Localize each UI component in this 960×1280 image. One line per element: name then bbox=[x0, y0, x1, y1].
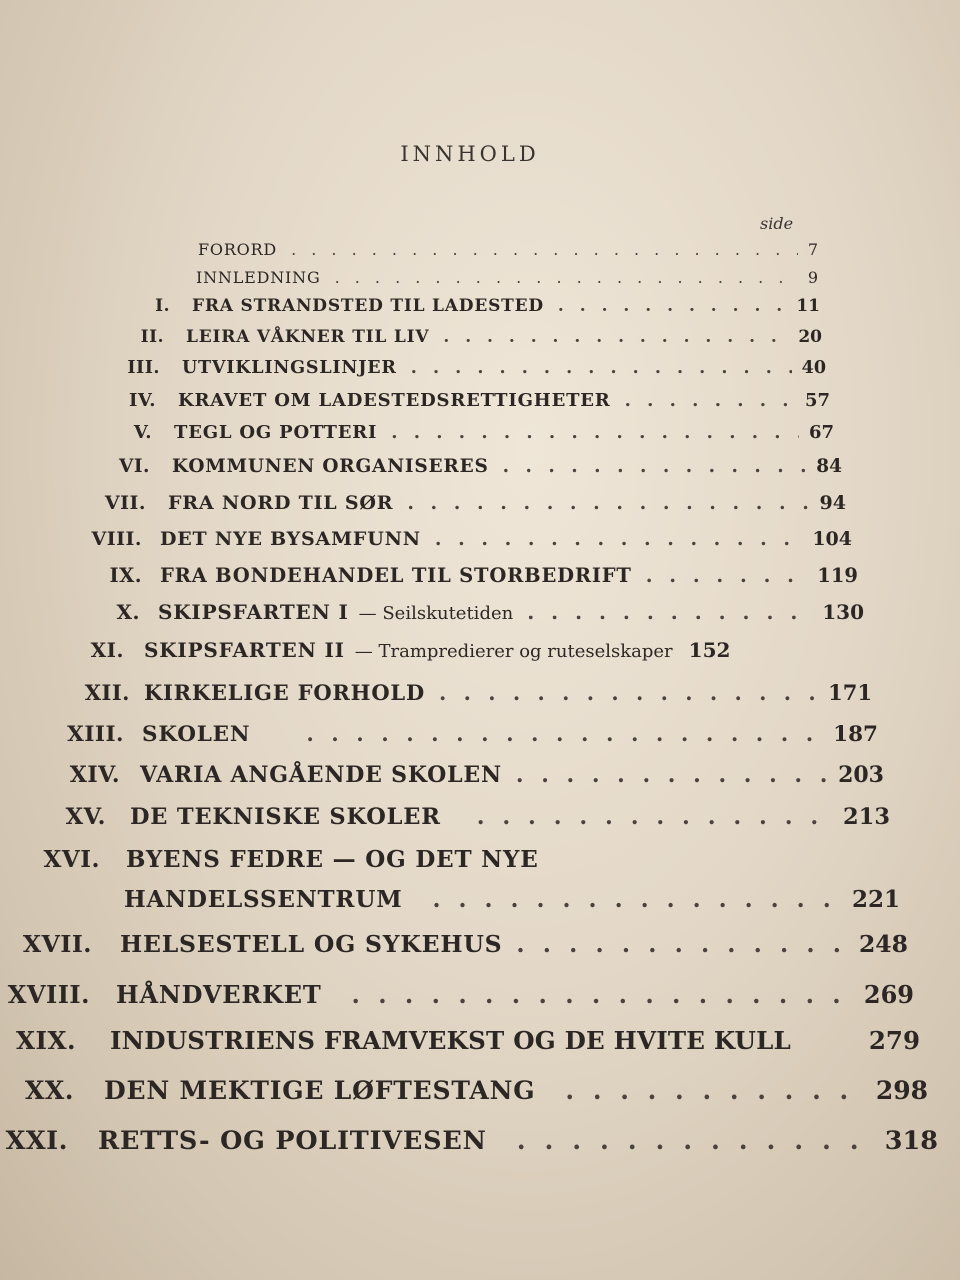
toc-leader-dots bbox=[432, 886, 842, 913]
toc-entry-number: X. bbox=[116, 600, 140, 624]
toc-entry-number: XIV. bbox=[69, 762, 120, 788]
toc-entry-chapter-19 bbox=[14, 1026, 920, 1055]
toc-leader-dots bbox=[411, 358, 792, 378]
toc-entry-title: LEIRA VÅKNER TIL LIV bbox=[186, 327, 430, 347]
toc-leader-dots bbox=[517, 1126, 875, 1156]
toc-entry-title: KRAVET OM LADESTEDSRETTIGHETER bbox=[178, 390, 611, 411]
toc-entry-chapter-5 bbox=[92, 422, 834, 443]
toc-leader-dots bbox=[527, 600, 812, 624]
toc-entry-chapter-4 bbox=[96, 390, 830, 411]
toc-entry-page: 104 bbox=[812, 528, 852, 550]
toc-entry-number: XIII. bbox=[67, 722, 124, 747]
toc-entry-page: 20 bbox=[798, 327, 822, 347]
toc-leader-dots bbox=[306, 722, 823, 747]
toc-entry-title: INDUSTRIENS FRAMVEKST OG DE HVITE KULL bbox=[110, 1026, 791, 1055]
toc-leader-dots bbox=[443, 327, 788, 347]
toc-entry-page: 7 bbox=[807, 240, 818, 259]
toc-entry-number: V. bbox=[133, 422, 152, 443]
toc-entry-page: 269 bbox=[863, 980, 914, 1009]
toc-entry-page: 84 bbox=[816, 456, 842, 477]
toc-entry-number: XI. bbox=[90, 638, 124, 662]
toc-entry-title: SKIPSFARTEN II bbox=[144, 638, 345, 662]
toc-entry-title: HELSESTELL OG SYKEHUS bbox=[120, 930, 503, 958]
toc-entry-page: 130 bbox=[822, 600, 864, 624]
toc-entry-title: FRA NORD TIL SØR bbox=[168, 492, 394, 514]
toc-entry-chapter-20 bbox=[16, 1076, 928, 1105]
toc-entry-number: XVIII. bbox=[7, 980, 90, 1009]
toc-entry-title: KIRKELIGE FORHOLD bbox=[144, 680, 425, 705]
toc-entry-introduction bbox=[148, 268, 818, 287]
toc-leader-dots bbox=[558, 296, 786, 316]
toc-entry-title: RETTS- OG POLITIVESEN bbox=[98, 1126, 487, 1156]
toc-entry-chapter-11 bbox=[68, 638, 870, 662]
toc-entry-title: BYENS FEDRE — OG DET NYE bbox=[126, 846, 539, 873]
toc-entry-page: 9 bbox=[807, 268, 818, 287]
toc-entry-title: DET NYE BYSAMFUNN bbox=[160, 528, 421, 550]
toc-entry-number: III. bbox=[127, 358, 160, 378]
toc-entry-number: IX. bbox=[109, 564, 142, 587]
toc-entry-page: 152 bbox=[688, 638, 731, 662]
toc-entry-chapter-13 bbox=[44, 722, 878, 747]
toc-leader-dots bbox=[435, 528, 802, 550]
toc-leader-dots bbox=[391, 422, 799, 443]
toc-entry-title: DE TEKNISKE SKOLER bbox=[130, 804, 441, 830]
toc-entry-page: 67 bbox=[808, 422, 834, 443]
toc-entry-title: INNLEDNING bbox=[196, 268, 321, 287]
toc-entry-chapter-12 bbox=[58, 680, 872, 705]
toc-entry-title: FRA BONDEHANDEL TIL STORBEDRIFT bbox=[160, 564, 632, 587]
toc-entry-title: FORORD bbox=[198, 240, 278, 259]
toc-entry-subtitle: — Seilskutetiden bbox=[358, 603, 514, 624]
toc-entry-title: DEN MEKTIGE LØFTESTANG bbox=[104, 1076, 536, 1105]
toc-entry-chapter-9 bbox=[70, 564, 858, 587]
toc-entry-chapter-16 bbox=[36, 846, 596, 873]
toc-entry-number: XIX. bbox=[15, 1026, 76, 1055]
toc-entry-chapter-6 bbox=[86, 456, 842, 477]
toc-leader-dots bbox=[516, 762, 828, 788]
toc-entry-title: SKOLEN bbox=[142, 722, 251, 747]
toc-entry-title: KOMMUNEN ORGANISERES bbox=[172, 456, 489, 477]
toc-entry-number: XV. bbox=[65, 804, 106, 830]
toc-entry-page: 11 bbox=[796, 296, 820, 316]
page-heading: INNHOLD bbox=[400, 142, 540, 166]
toc-entry-number: IV. bbox=[128, 390, 156, 411]
toc-entry-page: 213 bbox=[843, 804, 890, 830]
toc-entry-chapter-1 bbox=[120, 296, 820, 316]
toc-entry-chapter-17 bbox=[18, 930, 908, 958]
toc-leader-dots bbox=[335, 268, 798, 287]
toc-entry-chapter-18 bbox=[0, 980, 914, 1009]
toc-entry-page: 248 bbox=[858, 930, 908, 958]
toc-entry-chapter-14 bbox=[46, 762, 884, 788]
toc-leader-dots bbox=[646, 564, 808, 587]
toc-entry-page: 40 bbox=[801, 358, 826, 378]
toc-leader-dots bbox=[625, 390, 795, 411]
toc-entry-foreword bbox=[150, 240, 818, 259]
toc-entry-page: 221 bbox=[851, 886, 900, 913]
page-column-label: side bbox=[760, 214, 794, 233]
toc-entry-title: UTVIKLINGSLINJER bbox=[182, 358, 397, 378]
toc-entry-number: I. bbox=[155, 296, 170, 316]
toc-entry-title: SKIPSFARTEN I bbox=[158, 600, 349, 624]
toc-entry-title: FRA STRANDSTED TIL LADESTED bbox=[192, 296, 544, 316]
toc-entry-number: II. bbox=[140, 327, 164, 347]
toc-entry-number: VI. bbox=[119, 456, 150, 477]
toc-entry-page: 119 bbox=[817, 564, 858, 587]
toc-entry-page: 203 bbox=[838, 762, 884, 788]
toc-entry-title: HÅNDVERKET bbox=[116, 980, 322, 1009]
toc-leader-dots bbox=[352, 980, 854, 1009]
toc-leader-dots bbox=[439, 680, 818, 705]
toc-entry-chapter-2 bbox=[112, 327, 822, 347]
toc-leader-dots bbox=[407, 492, 809, 514]
toc-leader-dots bbox=[516, 930, 849, 958]
toc-entry-number: VII. bbox=[104, 492, 146, 514]
toc-entry-chapter-7 bbox=[70, 492, 846, 514]
toc-entry-number: XVI. bbox=[43, 846, 100, 873]
toc-leader-dots bbox=[503, 456, 807, 477]
toc-entry-title: TEGL OG POTTERI bbox=[174, 422, 378, 443]
toc-entry-title-continuation: HANDELSSENTRUM bbox=[124, 886, 403, 913]
toc-entry-chapter-21 bbox=[0, 1126, 938, 1156]
toc-entry-chapter-16-continuation bbox=[124, 886, 900, 913]
toc-entry-number: VIII. bbox=[91, 528, 142, 550]
toc-entry-number: XII. bbox=[84, 680, 130, 705]
toc-entry-number: XXI. bbox=[5, 1126, 68, 1156]
toc-entry-page: 318 bbox=[884, 1126, 938, 1156]
toc-leader-dots bbox=[565, 1076, 865, 1105]
toc-leader-dots bbox=[291, 240, 798, 259]
toc-entry-subtitle: — Trampredierer og ruteselskaper bbox=[354, 641, 673, 662]
toc-entry-chapter-15 bbox=[56, 804, 890, 830]
toc-entry-number: XX. bbox=[25, 1076, 74, 1105]
toc-entry-page: 187 bbox=[833, 722, 878, 747]
toc-entry-number: XVII. bbox=[22, 930, 92, 958]
toc-entry-chapter-3 bbox=[100, 358, 826, 378]
toc-entry-page: 279 bbox=[868, 1026, 920, 1055]
toc-leader-dots bbox=[477, 804, 833, 830]
toc-entry-page: 94 bbox=[819, 492, 846, 514]
toc-entry-chapter-10 bbox=[68, 600, 864, 624]
toc-entry-page: 57 bbox=[804, 390, 830, 411]
toc-entry-page: 298 bbox=[875, 1076, 928, 1105]
toc-entry-title: VARIA ANGÅENDE SKOLEN bbox=[140, 762, 502, 788]
toc-entry-chapter-8 bbox=[60, 528, 852, 550]
toc-entry-page: 171 bbox=[828, 680, 872, 705]
